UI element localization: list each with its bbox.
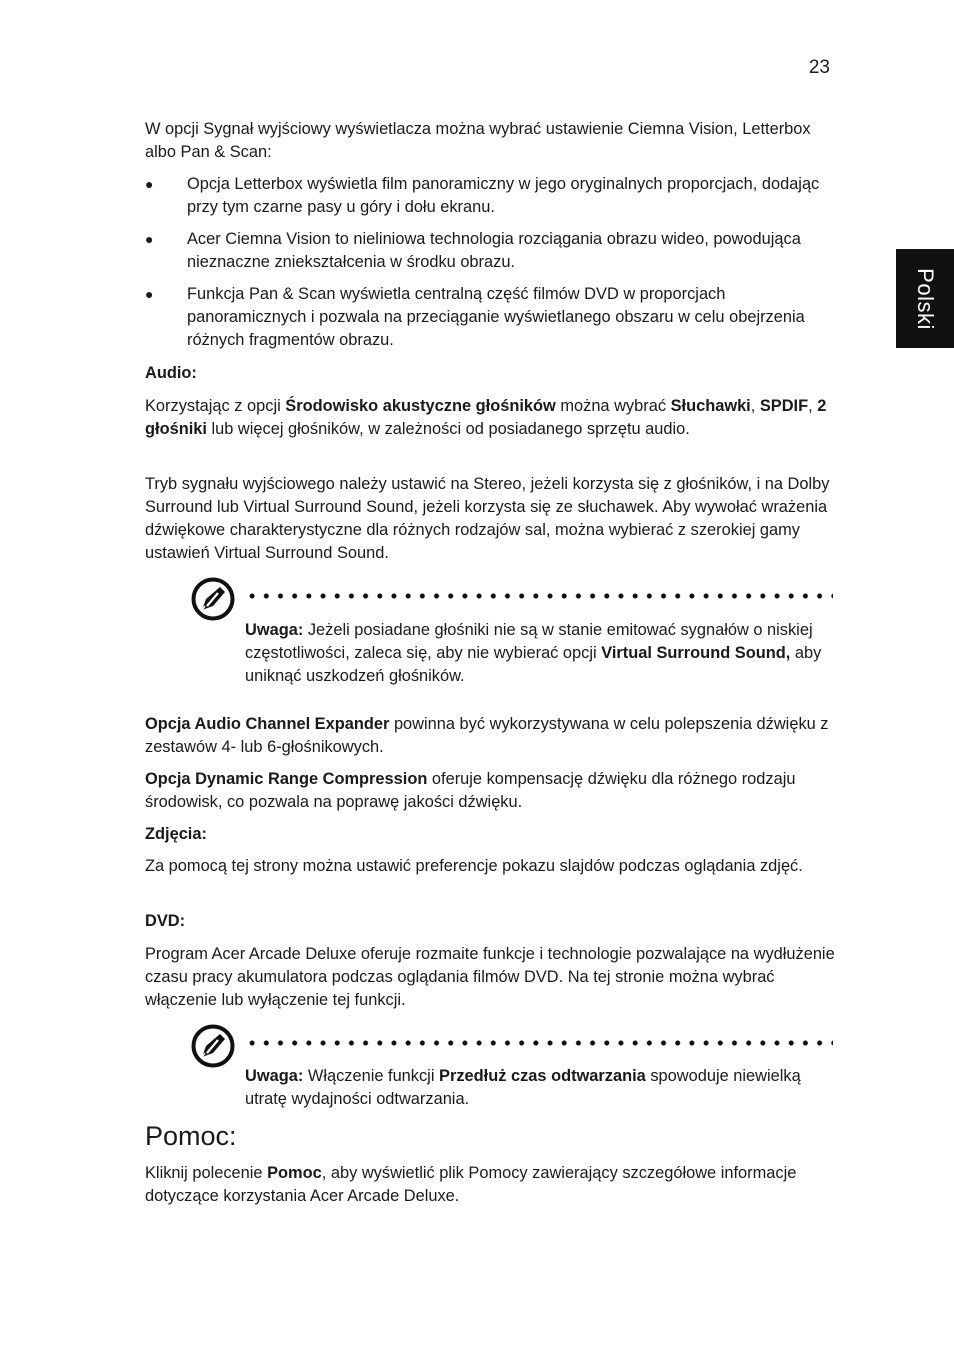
intro-paragraph: W opcji Sygnał wyjściowy wyświetlacza można wybrać ustawienie Ciemna Vision, Letterbox albo Pan & Scan:: [145, 120, 811, 161]
bullet-icon: ●: [145, 231, 154, 247]
audio-paragraph-2: Tryb sygnału wyjściowego należy ustawić na Stereo, jeżeli korzysta się z głośników, i na Dolby Surround lub Virtual Surround Sound, jeżeli korzysta się ze słuchawek. Aby wywołać wrażenia dźwiękowe charakterystyczne dla różnych rodzajów sal, można wybierać z szerokiej gamy ustawień Virtual Surround Sound.: [145, 475, 830, 562]
note-divider: [245, 1040, 833, 1046]
note-divider: [245, 593, 833, 599]
drc-paragraph: Opcja Dynamic Range Compression oferuje kompensację dźwięku dla różnego rodzaju środowisk, co pozwala na poprawę jakości dźwięku.: [145, 770, 796, 811]
dvd-paragraph: Program Acer Arcade Deluxe oferuje rozmaite funkcje i technologie pozwalające na wydłużenie czasu pracy akumulatora podczas oglądania filmów DVD. Na tej stronie można wybrać włączenie lub wyłączenie tej funkcji.: [145, 945, 835, 1009]
note-pen-icon: [190, 1023, 236, 1069]
help-heading: Pomoc:: [145, 1121, 237, 1151]
audio-paragraph-1: Korzystając z opcji Środowisko akustyczne głośników można wybrać Słuchawki, SPDIF, 2 głośniki lub więcej głośników, w zależności od posiadanego sprzętu audio.: [145, 397, 827, 438]
list-item-text: Funkcja Pan & Scan wyświetla centralną część filmów DVD w proporcjach panoramicznych i pozwala na przeciąganie wyświetlanego obszaru w celu obejrzenia różnych fragmentów obrazu.: [187, 285, 805, 349]
list-item-text: Acer Ciemna Vision to nieliniowa technologia rozciągania obrazu wideo, powodująca nieznaczne zniekształcenia w środku obrazu.: [187, 230, 801, 271]
list-item-text: Opcja Letterbox wyświetla film panoramiczny w jego oryginalnych proporcjach, dodając przy tym czarne pasy u góry i dołu ekranu.: [187, 175, 820, 216]
photos-heading: Zdjęcia:: [145, 825, 207, 843]
note-text: Uwaga: Włączenie funkcji Przedłuż czas odtwarzania spowoduje niewielką utratę wydajności odtwarzania.: [245, 1067, 801, 1108]
expander-paragraph: Opcja Audio Channel Expander powinna być wykorzystywana w celu polepszenia dźwięku z zestawów 4- lub 6-głośnikowych.: [145, 715, 829, 756]
audio-heading: Audio:: [145, 364, 197, 382]
dvd-heading: DVD:: [145, 912, 186, 930]
bullet-icon: ●: [145, 176, 154, 192]
help-paragraph: Kliknij polecenie Pomoc, aby wyświetlić plik Pomocy zawierający szczegółowe informacje dotyczące korzystania Acer Arcade Deluxe.: [145, 1164, 797, 1205]
bullet-icon: ●: [145, 286, 154, 302]
note-text: Uwaga: Jeżeli posiadane głośniki nie są w stanie emitować sygnałów o niskiej częstotliwości, zaleca się, aby nie wybierać opcji Virtual Surround Sound, aby uniknąć uszkodzeń głośników.: [245, 621, 822, 685]
language-tab-label: Polski: [913, 267, 938, 330]
language-tab: [896, 249, 954, 348]
photos-paragraph: Za pomocą tej strony można ustawić preferencje pokazu slajdów podczas oglądania zdjęć.: [145, 857, 803, 875]
note-pen-icon: [190, 576, 236, 622]
page-number: 23: [808, 57, 830, 78]
